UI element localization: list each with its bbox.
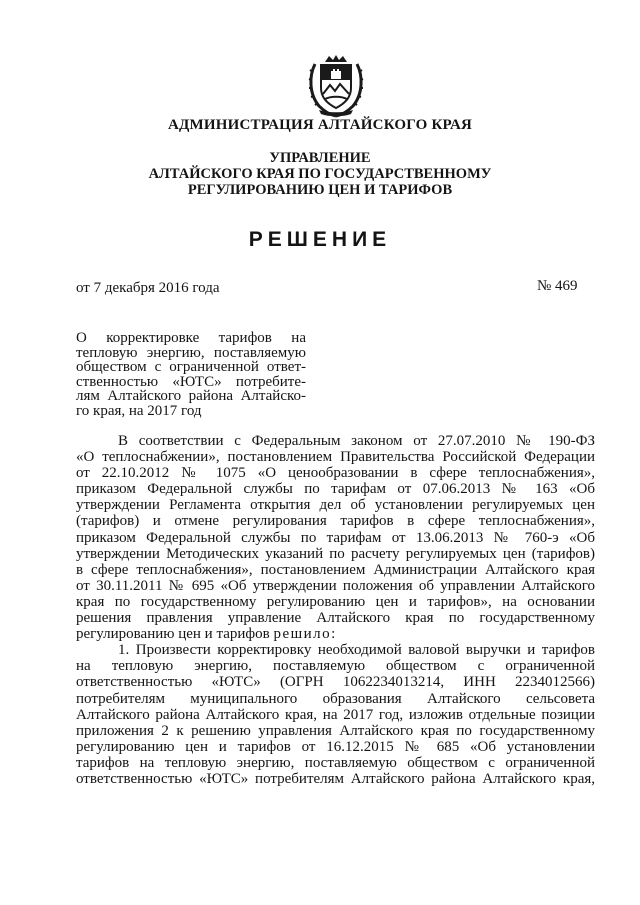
body-line-text: регулированию цен и тарифов [76,626,270,643]
body-line: в сфере теплоснабжения», постановлением Администрации Алтайского края [76,561,595,578]
body-line: ответственностью «ЮТС» (ОГРН 1062234013214, ИНН 2234012566) [76,674,595,691]
department-title [0,150,640,198]
body-line: приказом Федеральной службы по тарифам от 13.06.2013 № 760-э «Об [76,529,595,546]
document-date: от 7 декабря 2016 года [76,280,220,296]
subject-line: лям Алтайского района Алтайско- [76,388,306,405]
body-line: от 30.11.2011 № 695 «Об утверждении положения об управлении Алтайского [76,577,595,594]
body-line: «О теплоснабжении», постановлением Правительства Российской Федерации [76,449,595,466]
resolved-word: решило: [273,626,337,643]
body-line: 1. Произвести корректировку необходимой валовой выручки и тарифов [118,642,595,659]
subject-line: ственностью «ЮТС» потребите- [76,373,306,390]
subject-line: тепловую энергию, поставляемую [76,344,306,361]
body-line: решения правления управление Алтайского края по государственному [76,610,595,627]
body-line: края по государственному регулированию цен и тарифов», на основании [76,593,595,610]
body-line: (тарифов) и отмене регулирования тарифов в сфере теплоснабжения», [76,513,595,530]
body-line: утверждении Регламента открытия дел об установлении регулируемых цен [76,497,595,514]
document-type-heading: РЕШЕНИЕ [248,228,392,251]
body-line: приказом Федеральной службы по тарифам от 07.06.2013 № 163 «Об [76,481,595,498]
body-line: приложения 2 к решению управления Алтайского края по государственному [76,722,595,739]
body-line: потребителям муниципального образования Алтайского сельсовета [76,690,595,707]
department-line: УПРАВЛЕНИЕ [269,150,371,166]
department-line: РЕГУЛИРОВАНИЮ ЦЕН И ТАРИФОВ [187,182,453,198]
body-line: тарифов на тепловую энергию, поставляемую обществом с ограниченной [76,754,595,771]
document-number: № 469 [537,278,578,294]
subject-line: го края, на 2017 год [76,402,202,419]
body-line: Алтайского района Алтайского края, на 2017 год, изложив отдельные позиции [76,706,595,723]
body-line: на тепловую энергию, поставляемую обществом с ограниченной [76,658,595,675]
administration-title: АДМИНИСТРАЦИЯ АЛТАЙСКОГО КРАЯ [167,117,473,133]
department-line: АЛТАЙСКОГО КРАЯ ПО ГОСУДАРСТВЕННОМУ [148,166,492,182]
body-line-resolved [76,626,595,642]
subject-line: обществом с ограниченной ответ- [76,359,306,376]
body-line: В соответствии с Федеральным законом от 27.07.2010 № 190-ФЗ [118,433,595,449]
body-line: ответственностью «ЮТС» потребителям Алтайского района Алтайского края, [76,770,595,787]
document-subject [76,331,306,419]
body-line: утверждении Методических указаний по расчету регулируемых цен (тарифов) [76,545,595,562]
body-line: регулированию цен и тарифов от 16.12.2015 № 685 «Об установлении [76,738,595,755]
document-body [76,433,595,787]
body-line: от 22.10.2012 № 1075 «О ценообразовании в сфере теплоснабжения», [76,465,595,482]
subject-line: О корректировке тарифов на [76,330,306,346]
altai-coat-of-arms-icon [307,54,365,118]
